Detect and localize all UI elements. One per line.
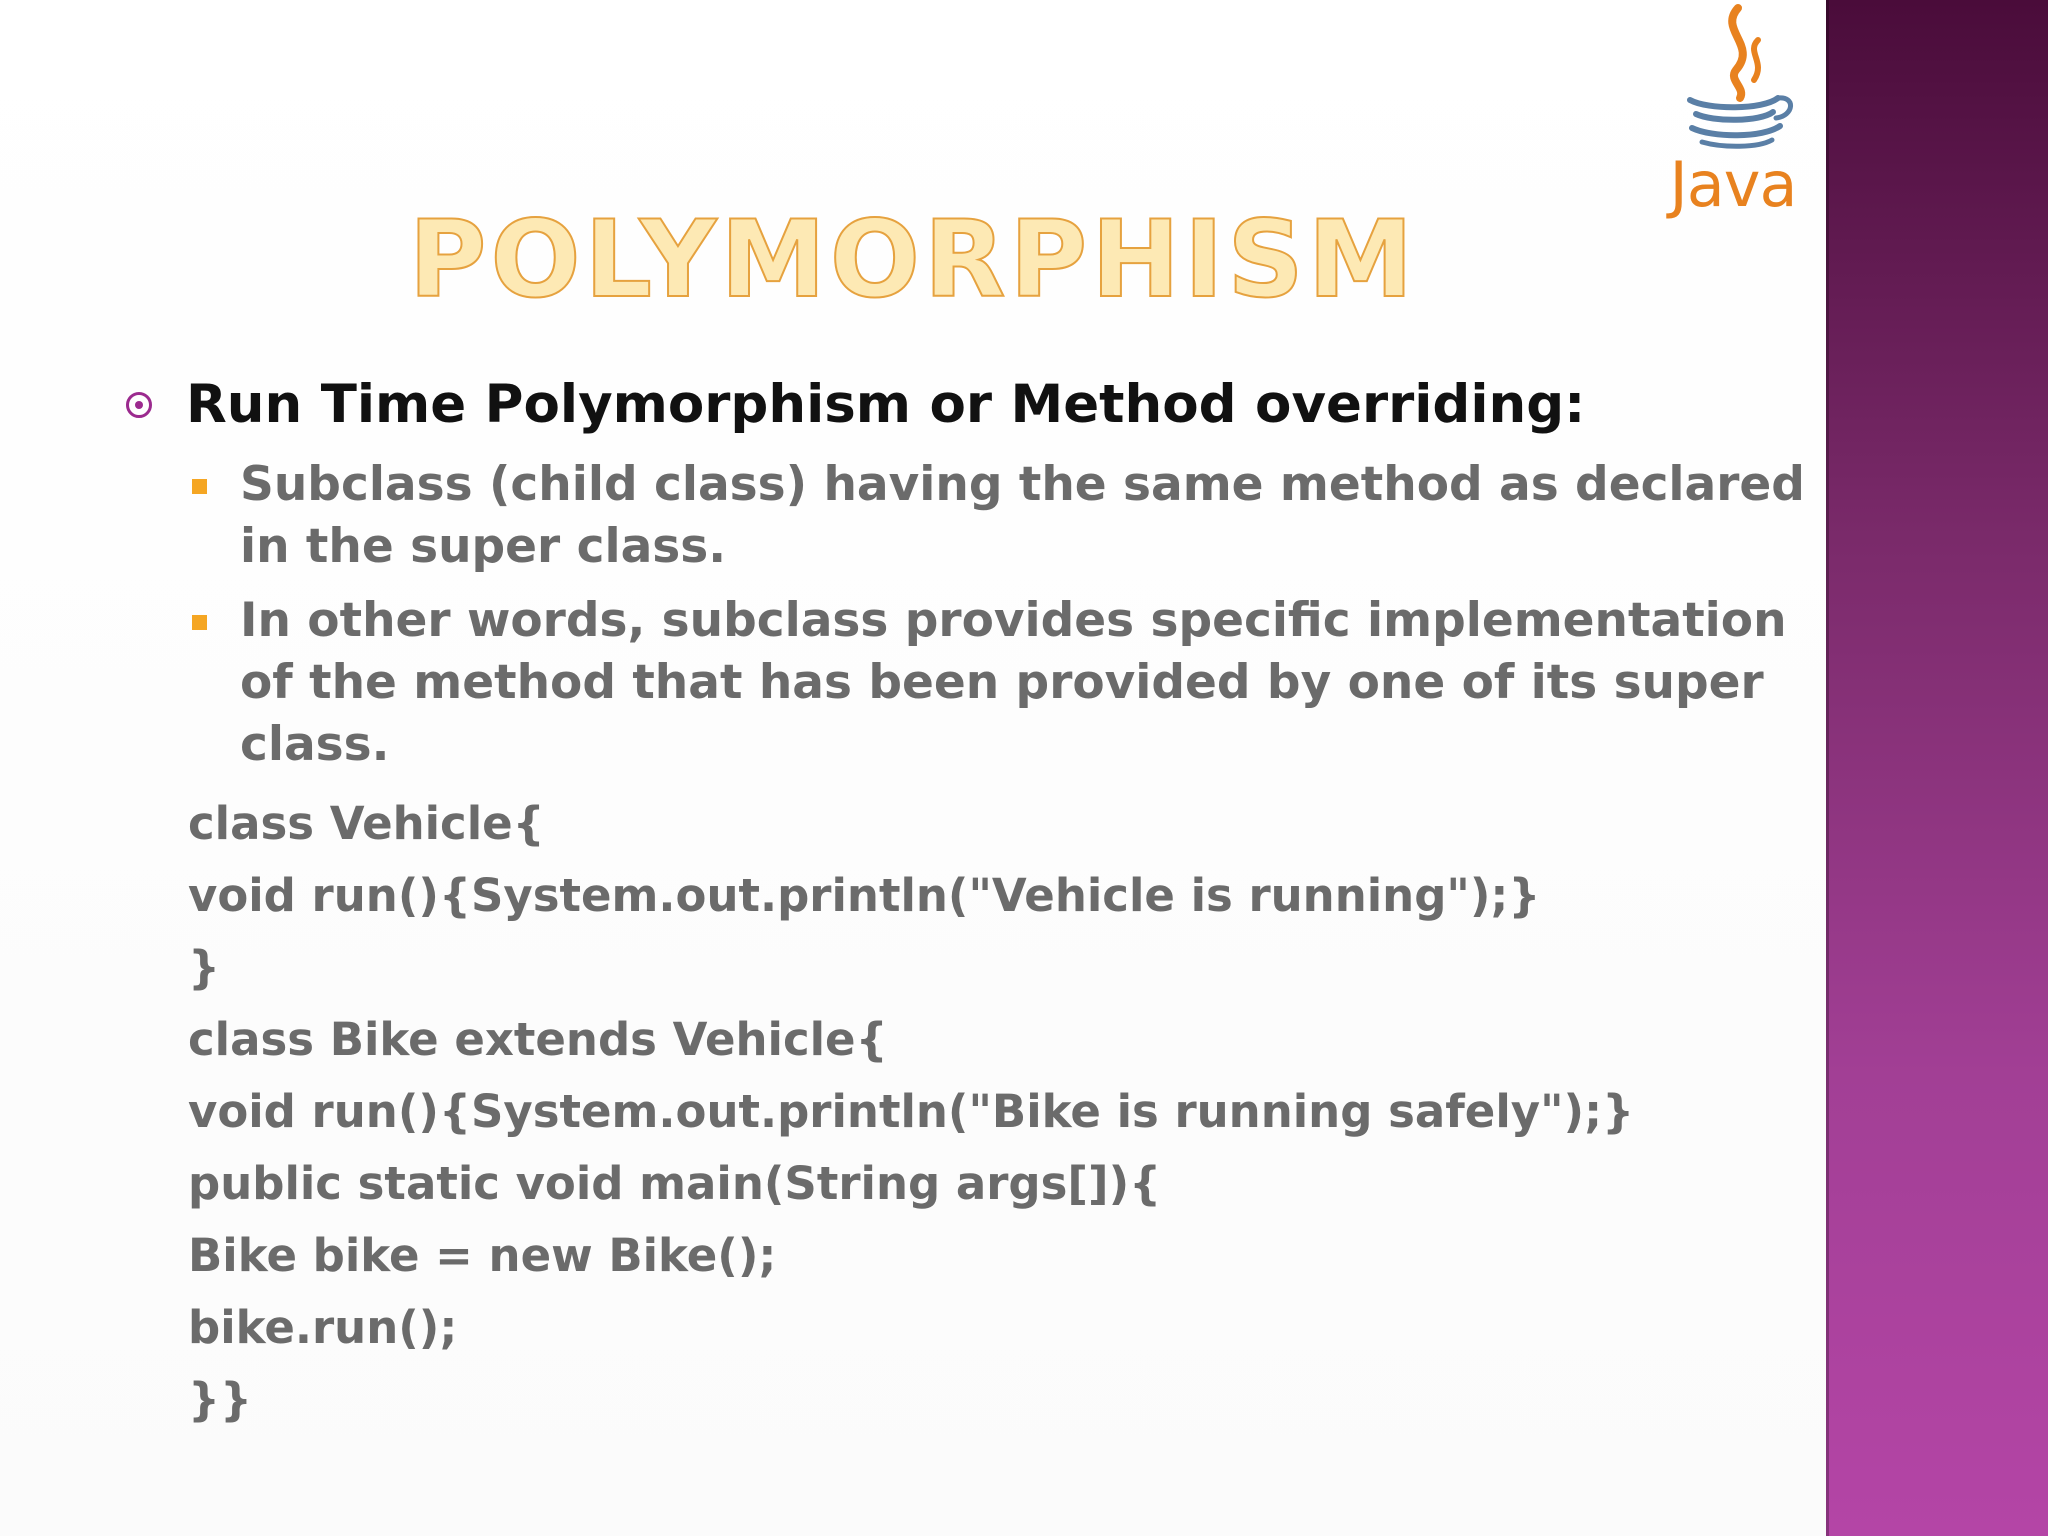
square-bullet-icon [192, 479, 207, 494]
slide-title: POLYMORPHISM [408, 198, 1418, 321]
code-line: } [188, 941, 221, 994]
sub-bullet-text: Subclass (child class) having the same method as declared in the super class. [240, 457, 1805, 574]
code-block [120, 788, 1720, 1436]
sub-bullet-list [120, 454, 1805, 776]
sub-bullet-text: In other words, subclass provides specific implementation of the method that has been provided by one of its super class. [240, 593, 1787, 772]
code-line: }} [188, 1373, 253, 1426]
square-bullet-icon [192, 615, 207, 630]
slide-content [120, 370, 1805, 1436]
code-line: Bike bike = new Bike(); [188, 1229, 777, 1282]
circle-bullet-icon [126, 392, 152, 418]
sub-bullet [120, 454, 1830, 578]
code-line: class Vehicle{ [188, 797, 545, 850]
code-line: void run(){System.out.println("Vehicle is running");} [188, 869, 1541, 922]
code-line: bike.run(); [188, 1301, 458, 1354]
code-line: class Bike extends Vehicle{ [188, 1013, 888, 1066]
java-logo [1668, 0, 1798, 225]
coffee-cup-icon [1668, 0, 1798, 150]
code-line: public static void main(String args[]){ [188, 1157, 1162, 1210]
sub-bullet [120, 590, 1830, 776]
java-logo-text: Java [1669, 148, 1797, 221]
decorative-side-bar [1826, 0, 2048, 1536]
main-bullet-text: Run Time Polymorphism or Method overriding: [186, 374, 1586, 435]
main-bullet [120, 370, 1720, 440]
code-line: void run(){System.out.println("Bike is running safely");} [188, 1085, 1635, 1138]
